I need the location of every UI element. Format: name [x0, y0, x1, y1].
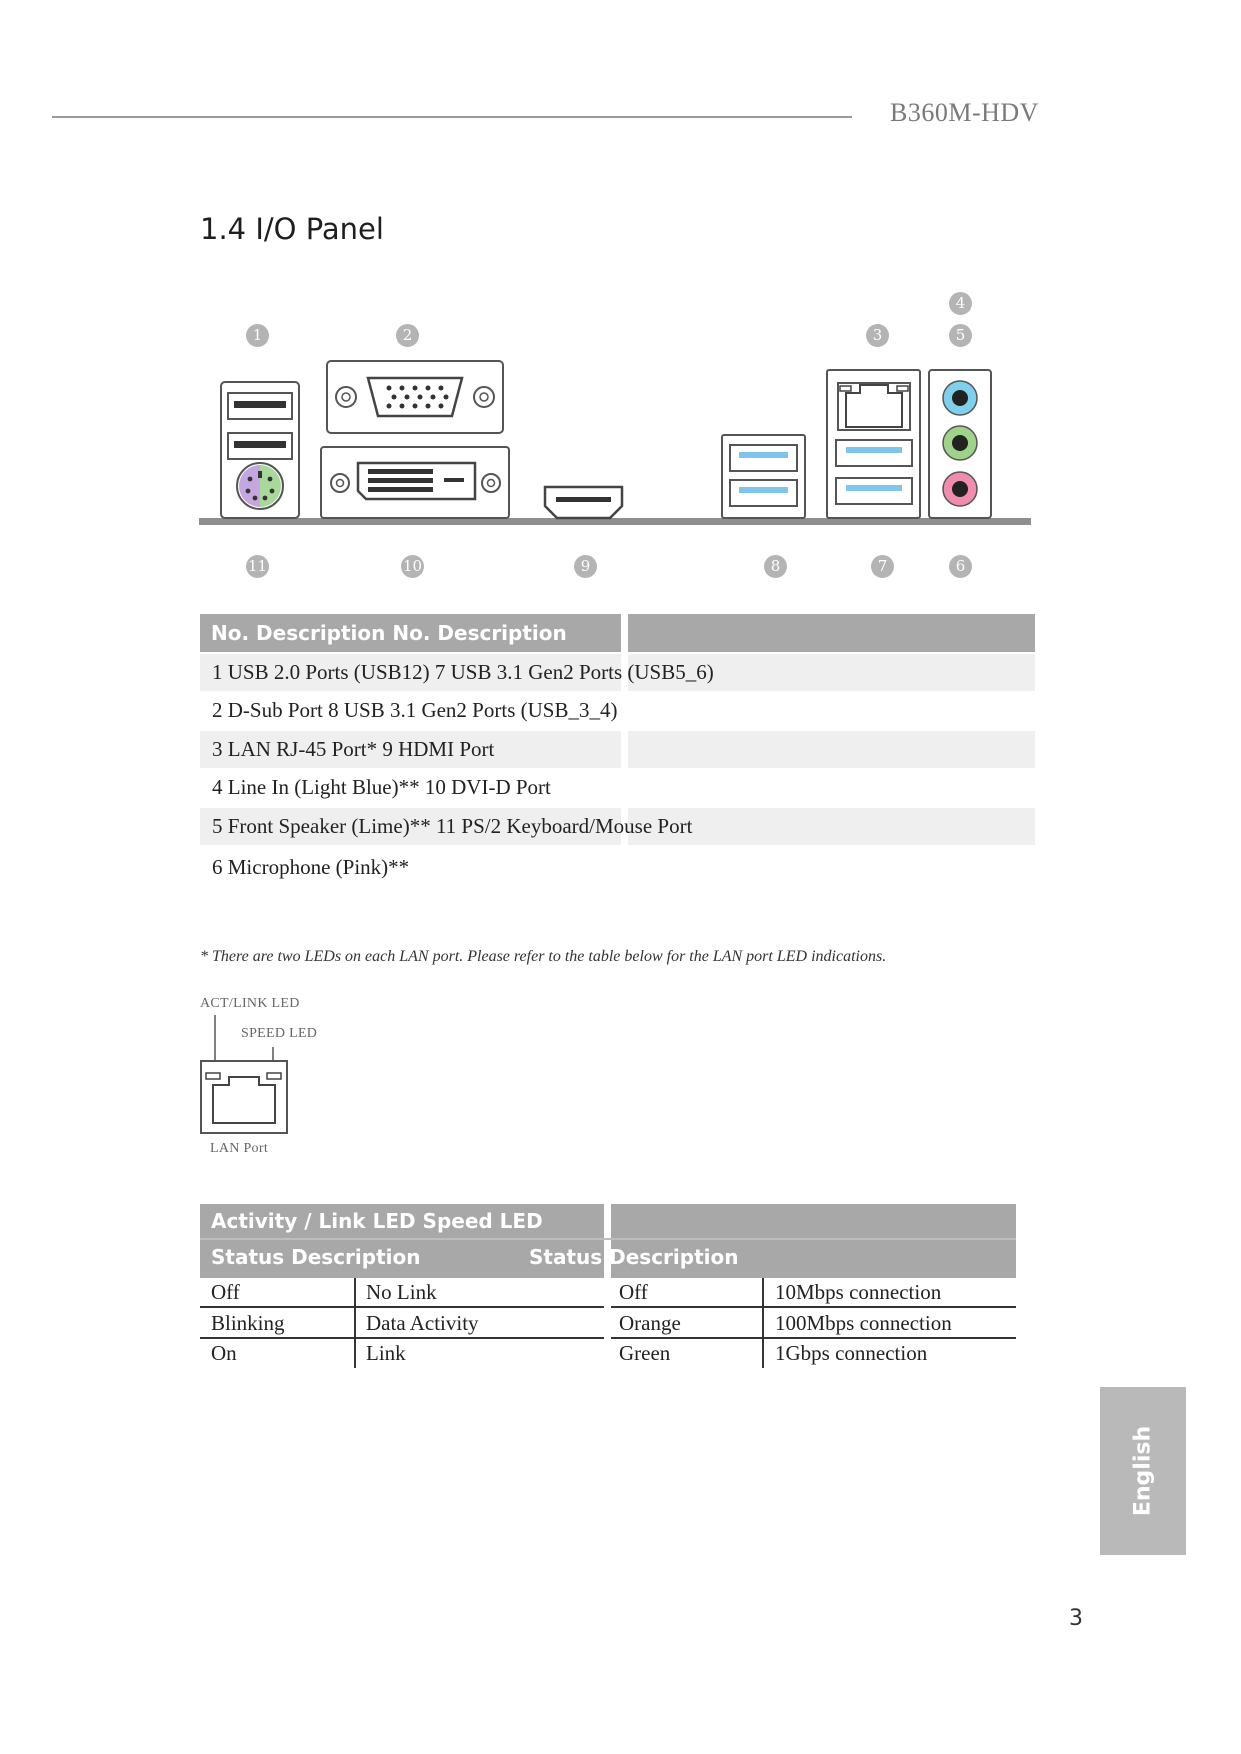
io-table-header-text: No. Description No. Description	[211, 621, 567, 645]
language-tab-label: English	[1130, 1425, 1156, 1517]
activity-desc-2: Data Activity	[366, 1311, 479, 1335]
activity-desc-1: No Link	[366, 1280, 437, 1304]
io-row-3: 3 LAN RJ-45 Port* 9 HDMI Port	[212, 737, 495, 761]
usb3-ports-8	[722, 435, 805, 518]
callout-5: 5	[949, 324, 972, 347]
led-col-line-right	[762, 1278, 764, 1368]
panel-baseline	[199, 518, 1031, 525]
led-row-line-1-right	[611, 1306, 1016, 1308]
dvi-port	[321, 447, 509, 518]
audio-jacks	[929, 370, 991, 518]
speed-status-3: Green	[619, 1341, 671, 1365]
io-table-header-right	[628, 614, 1035, 652]
speed-status-2: Orange	[619, 1311, 681, 1335]
usb2-ps2-stack	[221, 382, 299, 518]
io-row-2: 2 D-Sub Port 8 USB 3.1 Gen2 Ports (USB_3_4)	[212, 698, 618, 722]
callout-9: 9	[574, 555, 597, 578]
led-table-header-1: Activity / Link LED Speed LED	[211, 1209, 543, 1233]
activity-status-2: Blinking	[211, 1311, 285, 1335]
speed-desc-2: 100Mbps connection	[775, 1311, 952, 1335]
speed-status-1: Off	[619, 1280, 648, 1304]
hdmi-port	[545, 487, 622, 518]
callout-7: 7	[871, 555, 894, 578]
led-table-header-2-right: Status Description	[529, 1245, 739, 1269]
activity-desc-3: Link	[366, 1341, 406, 1365]
speed-desc-3: 1Gbps connection	[775, 1341, 928, 1365]
io-row-1: 1 USB 2.0 Ports (USB12) 7 USB 3.1 Gen2 Ports (USB5_6)	[212, 660, 714, 684]
io-row-5: 5 Front Speaker (Lime)** 11 PS/2 Keyboard/Mouse Port	[212, 814, 693, 838]
callout-8: 8	[764, 555, 787, 578]
callout-1: 1	[246, 324, 269, 347]
callout-11: 11	[246, 555, 269, 578]
speed-desc-1: 10Mbps connection	[775, 1280, 942, 1304]
callout-6: 6	[949, 555, 972, 578]
callout-3: 3	[866, 324, 889, 347]
led-row-line-2-right	[611, 1337, 1016, 1339]
callout-2: 2	[396, 324, 419, 347]
led-header-divider	[200, 1238, 1016, 1240]
lan-port-icon	[196, 1013, 296, 1138]
callout-4: 4	[949, 292, 972, 315]
io-table-header-left	[200, 614, 621, 652]
led-row-line-2-left	[200, 1337, 604, 1339]
act-link-led-label: ACT/LINK LED	[200, 996, 300, 1011]
header-rule	[52, 116, 852, 118]
activity-status-3: On	[211, 1341, 237, 1365]
row-shade-3-right	[628, 731, 1035, 768]
led-row-line-1-left	[200, 1306, 604, 1308]
section-title: 1.4 I/O Panel	[200, 212, 384, 246]
io-panel-diagram	[190, 285, 1040, 535]
led-table-header-2-left: Status Description	[211, 1245, 421, 1269]
lan-usb3-stack	[827, 370, 920, 518]
dsub-port	[327, 361, 503, 433]
lan-port-label: LAN Port	[210, 1141, 269, 1156]
model-name: B360M-HDV	[890, 98, 1039, 127]
led-col-line-left	[354, 1278, 356, 1368]
callout-10: 10	[401, 555, 424, 578]
lan-led-note: * There are two LEDs on each LAN port. Please refer to the table below for the LAN port LED indications.	[200, 948, 887, 965]
language-tab	[1100, 1387, 1186, 1555]
io-row-6: 6 Microphone (Pink)**	[212, 855, 410, 879]
speed-led-label: SPEED LED	[241, 1026, 318, 1041]
activity-status-1: Off	[211, 1280, 240, 1304]
io-row-4: 4 Line In (Light Blue)** 10 DVI-D Port	[212, 775, 551, 799]
page-number: 3	[1069, 1606, 1083, 1631]
